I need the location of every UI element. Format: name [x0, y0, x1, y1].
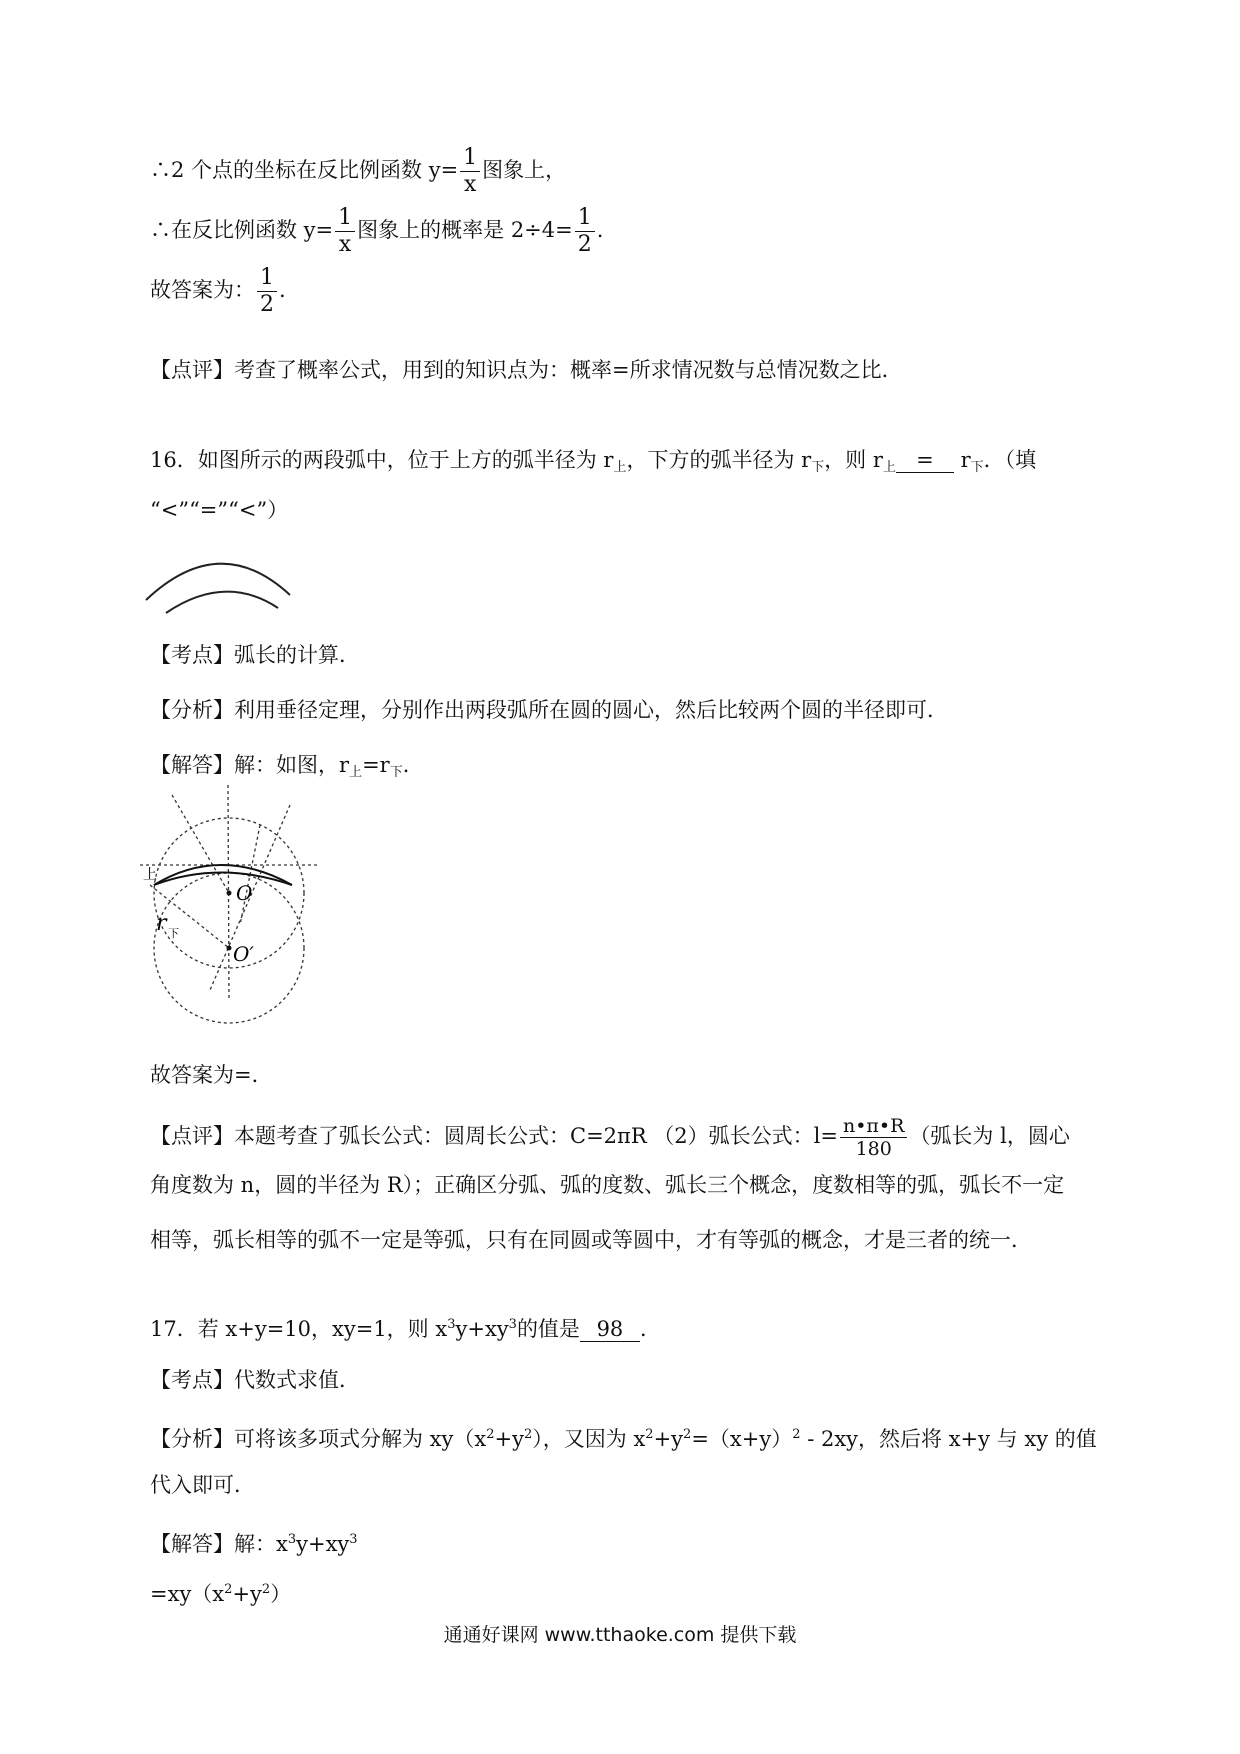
text: 图象上的概率是 2÷4=	[357, 218, 573, 242]
text: r	[953, 448, 971, 472]
text: ）	[270, 1582, 292, 1606]
text: =xy（x	[150, 1582, 225, 1606]
answer-line-1	[150, 265, 286, 318]
center-o	[227, 891, 232, 896]
text: =r	[362, 753, 390, 777]
dianping-16-line-2: 角度数为 n，圆的半径为 R）；正确区分弧、弧的度数、弧长三个概念，度数相等的弧，弧长不一定	[150, 1173, 1065, 1197]
numerator: 1	[335, 205, 355, 232]
probability-line-2	[150, 205, 603, 258]
text: 图象上，	[482, 158, 567, 182]
text: +y	[653, 1427, 684, 1451]
text: ∴2 个点的坐标在反比例函数 y=	[150, 158, 459, 182]
text: 【分析】可将该多项式分解为 xy（x	[150, 1427, 487, 1451]
subscript: 上	[882, 460, 896, 475]
jieda-16	[150, 750, 424, 788]
denominator: x	[463, 172, 477, 197]
bisector-line-1	[172, 795, 229, 893]
text: .	[279, 278, 286, 302]
superscript: 2	[645, 1427, 654, 1442]
question-17	[150, 1310, 661, 1344]
text: .	[596, 218, 604, 242]
label-up: 上	[143, 867, 157, 883]
text: =（x+y）	[691, 1427, 793, 1451]
text: ．（填	[983, 448, 1037, 472]
numerator: 1	[575, 205, 595, 232]
text: 【点评】本题考查了弧长公式：圆周长公式：C=2πR （2）弧长公式：l=	[150, 1124, 838, 1148]
dianping-16-line-1	[150, 1115, 1070, 1160]
superscript: 3	[287, 1532, 297, 1547]
superscript: 2	[261, 1582, 271, 1597]
answer-blank: =	[896, 448, 954, 473]
dianping-16-line-3: 相等，弧长相等的弧不一定是等弧，只有在同圆或等圆中，才有等弧的概念，才是三者的统一．	[150, 1228, 1032, 1252]
text: +y	[232, 1582, 262, 1606]
label-o-prime: O′	[233, 942, 254, 966]
question-16	[150, 445, 1036, 483]
fenxi-17-line-2: 代入即可．	[150, 1473, 255, 1497]
fraction	[460, 145, 480, 198]
kaodian-16: 【考点】弧长的计算．	[150, 643, 360, 667]
subscript: 上	[349, 765, 363, 780]
kaodian-17: 【考点】代数式求值．	[150, 1368, 360, 1392]
text: 16．如图所示的两段弧中，位于上方的弧半径为 r	[150, 448, 614, 472]
text: 故答案为：	[150, 278, 255, 302]
fraction	[575, 205, 595, 258]
jieda-17-step-1	[150, 1575, 291, 1609]
upper-arc	[146, 564, 290, 600]
question-16-line-2: “<”“=”“<”）	[150, 498, 289, 522]
page-footer: 通通好课网 www.tthaoke.com 提供下载	[443, 1624, 797, 1646]
text: - 2xy，然后将 x+y 与 xy 的值	[800, 1427, 1097, 1451]
text: 【解答】解：如图，r	[150, 753, 350, 777]
two-arcs-figure	[140, 540, 310, 620]
jieda-17	[150, 1525, 358, 1559]
text: ，下方的弧半径为 r	[626, 448, 812, 472]
text: y+xy	[296, 1532, 350, 1556]
text: y+xy	[455, 1317, 509, 1341]
denominator: 180	[855, 1138, 892, 1160]
subscript: 下	[389, 765, 403, 780]
denominator: 2	[577, 232, 592, 257]
text: +y	[494, 1427, 524, 1451]
superscript: 2	[523, 1427, 533, 1442]
text: ），又因为 x	[532, 1427, 646, 1451]
circle-construction-figure	[140, 785, 340, 1045]
upper-arc	[154, 865, 292, 885]
subscript: 上	[613, 460, 627, 475]
denominator: 2	[260, 292, 274, 317]
center-o-prime	[227, 946, 232, 951]
subscript: 下	[811, 460, 825, 475]
answer-16: 故答案为=．	[150, 1063, 273, 1087]
text: ．	[639, 1317, 661, 1341]
label-o: O	[236, 881, 253, 905]
text: 的值是	[516, 1317, 580, 1341]
subscript: 下	[970, 460, 984, 475]
label-r: r	[156, 911, 167, 936]
answer-blank: 98	[580, 1317, 640, 1342]
text: （弧长为 l，圆心	[909, 1124, 1070, 1148]
numerator: 1	[460, 145, 480, 172]
lower-arc	[166, 592, 278, 613]
numerator: 1	[257, 265, 277, 292]
denominator: x	[338, 232, 352, 257]
comment-line-1: 【点评】考查了概率公式，用到的知识点为：概率=所求情况数与总情况数之比．	[150, 358, 903, 382]
text: 【解答】解：x	[150, 1532, 288, 1556]
superscript: 3	[447, 1317, 456, 1332]
superscript: 2	[792, 1427, 801, 1442]
fraction	[335, 205, 355, 258]
superscript: 2	[224, 1582, 233, 1597]
fenxi-17	[150, 1420, 1097, 1454]
label-r-sub: 下	[168, 927, 179, 940]
superscript: 3	[508, 1317, 517, 1332]
superscript: 2	[683, 1427, 692, 1442]
arc-length-formula	[840, 1115, 907, 1160]
text: ∴在反比例函数 y=	[150, 218, 334, 242]
fraction	[257, 265, 277, 318]
text: ．	[402, 753, 424, 777]
fenxi-16: 【分析】利用垂径定理，分别作出两段弧所在圆的圆心，然后比较两个圆的半径即可．	[150, 698, 948, 722]
text: 17．若 x+y=10，xy=1，则 x	[150, 1317, 448, 1341]
superscript: 2	[486, 1427, 495, 1442]
numerator: n•π•R	[840, 1115, 907, 1138]
text: ，则 r	[824, 448, 883, 472]
probability-line-1	[150, 145, 566, 198]
superscript: 3	[349, 1532, 358, 1547]
